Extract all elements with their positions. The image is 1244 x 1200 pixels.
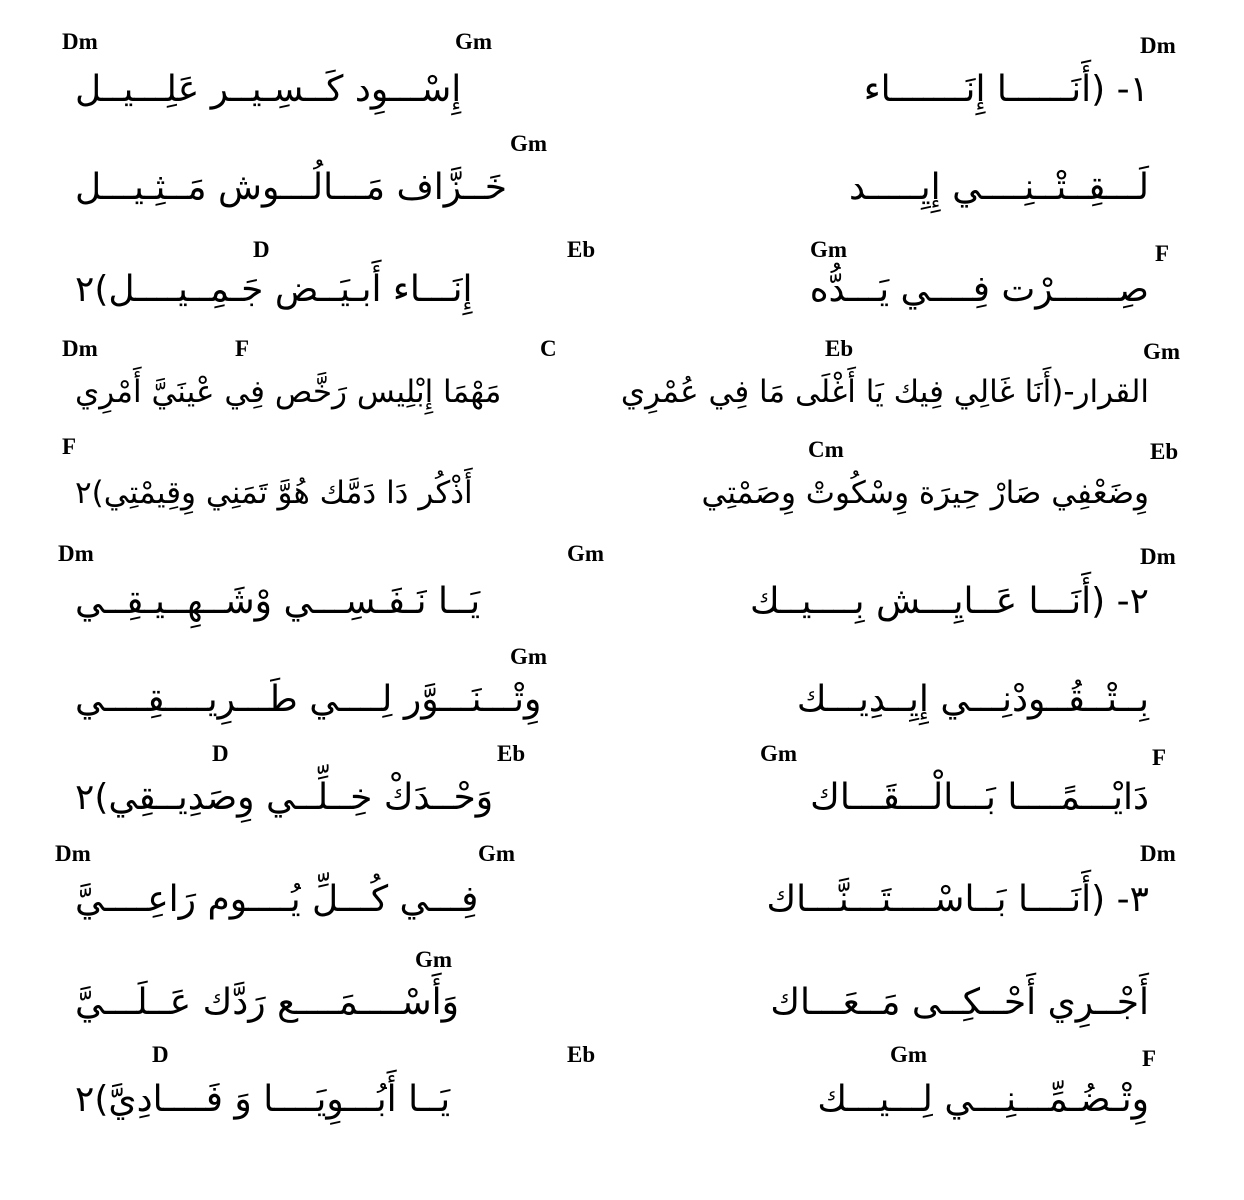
chord: Eb bbox=[1150, 439, 1179, 464]
lyric-right: وِضَعْفِي صَارْ حِيرَة وِسْكُوتْ وِصَمْتِي bbox=[701, 475, 1149, 511]
lyric-right: ١- (أَنَــــــا إِنَـــــــاء bbox=[863, 69, 1149, 110]
chord: F bbox=[1152, 745, 1167, 770]
lyric-left: يَــا أَبُـــوِيَــــا وَ فَــــادِيَّ)٢ bbox=[75, 1079, 451, 1120]
chord: Eb bbox=[567, 1042, 596, 1067]
lyric-right: القرار-(أَنَا غَالِي فِيك يَا أَغْلَى مَا فِي عُمْرِي bbox=[620, 374, 1149, 410]
chord: Dm bbox=[1140, 841, 1176, 866]
lyric-left: وَأَسْــــمَــــع رَدَّك عَــلَـــيَّ bbox=[75, 982, 460, 1023]
chord: C bbox=[540, 336, 557, 361]
chord: Cm bbox=[808, 437, 844, 462]
lyric-right: دَايْـــمًــــا بَـــالْـــقَـــاك bbox=[810, 777, 1149, 818]
lyric-left: يَــا نَـفَـسِـــي وْشَــهِــيـقِــي bbox=[75, 581, 481, 622]
chord: Gm bbox=[1143, 339, 1181, 364]
chord: Gm bbox=[415, 947, 453, 972]
lyric-right: ٣- (أَنَــــا بَــاسْــــتَـــنَّـــاك bbox=[766, 879, 1149, 920]
chord: Gm bbox=[478, 841, 516, 866]
chord: Gm bbox=[455, 29, 493, 54]
chord: Dm bbox=[58, 541, 94, 566]
lyric-left: وِتْـــنَـــوَّر لِــــي طَـــرِيــــقِــــي bbox=[75, 679, 542, 720]
lyric-left: خَــزَّاف مَـــالُـــوش مَــثِـيـــل bbox=[75, 167, 508, 208]
lyric-right: أَجْــرِي أَحْــكِــى مَــعَـــاك bbox=[770, 982, 1149, 1023]
chord: Gm bbox=[760, 741, 798, 766]
chord: D bbox=[212, 741, 229, 766]
lyric-left: إِسْـــوِد كَــسِـيــر عَلِـــيــل bbox=[75, 69, 462, 110]
chord: Dm bbox=[55, 841, 91, 866]
lyric-right: بِــتْــقُــودْنِـــي إِيِــدِيـــك bbox=[796, 679, 1149, 720]
chord: F bbox=[62, 434, 77, 459]
lyric-left: مَهْمَا إِبْلِيس رَخَّص فِي عْينَيَّ أَمْرِي bbox=[75, 374, 502, 410]
chord: Dm bbox=[1140, 33, 1176, 58]
chord: F bbox=[235, 336, 250, 361]
chord: Dm bbox=[62, 336, 98, 361]
chord: F bbox=[1155, 241, 1170, 266]
lyric-left: وَحْــدَكْ خِــلِّــي وِصَدِيــقِي)٢ bbox=[75, 777, 494, 818]
chord: D bbox=[253, 237, 270, 262]
lyric-right: ٢- (أَنَـــا عَــايِـــش بِــــيــك bbox=[750, 581, 1149, 622]
chord: Dm bbox=[62, 29, 98, 54]
chord: Gm bbox=[567, 541, 605, 566]
chord: D bbox=[152, 1042, 169, 1067]
chord: F bbox=[1142, 1046, 1157, 1071]
chord: Eb bbox=[567, 237, 596, 262]
lyric-left: إِنَـــاء أَبـيَــض جَـمِــيــــل)٢ bbox=[75, 269, 473, 310]
chord: Eb bbox=[825, 336, 854, 361]
chord: Gm bbox=[510, 644, 548, 669]
lyric-right: لَـــقِــتْــنِــــي إِيِـــــد bbox=[848, 167, 1149, 208]
chord: Gm bbox=[810, 237, 848, 262]
lyric-right: وِتْـضُـمِّـــنِـــي لِـــيـــك bbox=[817, 1079, 1149, 1120]
lyric-left: فِـــي كُـــلِّ يُــــوم رَاعِــــيَّ bbox=[75, 879, 479, 920]
chord: Dm bbox=[1140, 544, 1176, 569]
chord: Gm bbox=[510, 131, 548, 156]
lyric-left: أَذْكُر دَا دَمَّك هُوَّ تَمَنِي وِقِيمْتِي)٢ bbox=[75, 475, 473, 511]
chord: Eb bbox=[497, 741, 526, 766]
lyric-right: صِــــــرْت فِــــي يَـــدُّه bbox=[809, 269, 1149, 310]
chord: Gm bbox=[890, 1042, 928, 1067]
